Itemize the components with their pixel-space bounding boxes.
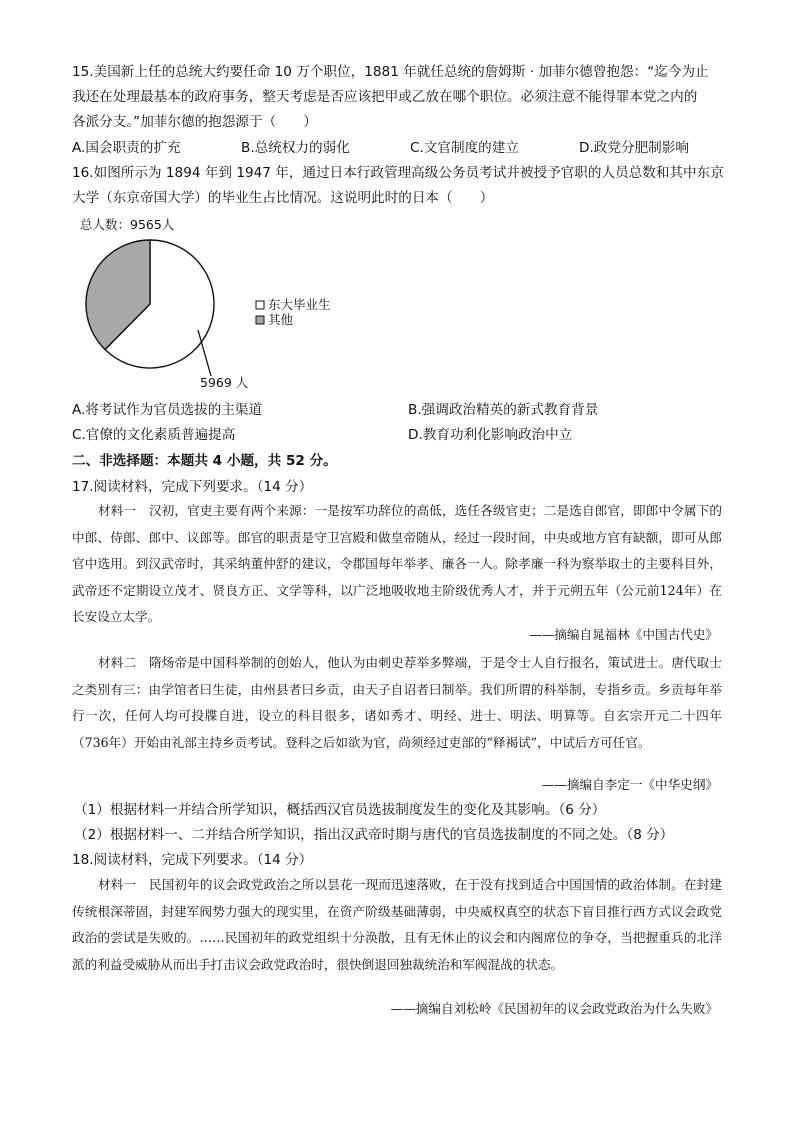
chart-title: 总人数：9565人: [80, 217, 175, 232]
q16-line-1: 16.如图所示为 1894 年到 1947 年，通过日本行政管理高级公务员考试并被授予官职的人员总数和其中东京: [72, 165, 724, 181]
q16-option-a: A.将考试作为官员选拔的主渠道: [72, 402, 263, 418]
q18-intro: 18.阅读材料，完成下列要求。（14 分）: [72, 852, 313, 868]
legend: [256, 297, 331, 327]
q17-source-2: ——摘编自李定一《中华史纲》: [541, 777, 718, 792]
pie-slices: [86, 240, 214, 368]
q15-line-1: 15.美国新上任的总统大约要任命 10 万个职位，1881 年就任总统的詹姆斯 · 加菲尔德曾抱怨：“迄今为止: [72, 64, 709, 80]
q16-option-d: D.教育功利化影响政治中立: [408, 427, 573, 443]
legend-swatch-other: [256, 316, 264, 324]
q17-question-2: （2）根据材料一、二并结合所学知识，指出汉武帝时期与唐代的官员选拔制度的不同之处。（8 分）: [74, 827, 674, 843]
legend-label-other: 其他: [268, 312, 294, 327]
q15-option-a: A.国会职责的扩充: [72, 140, 181, 156]
q16-line-2: 大学（东京帝国大学）的毕业生占比情况。这说明此时的日本（ ）: [72, 190, 494, 206]
pie-chart: [78, 214, 368, 394]
q16-option-c: C.官僚的文化素质普遍提高: [72, 427, 236, 443]
q15-option-d: D.政党分肥制影响: [579, 140, 689, 156]
q15-option-b: B.总统权力的弱化: [241, 140, 350, 156]
q15-option-c: C.文官制度的建立: [410, 140, 519, 156]
legend-swatch-dongda: [256, 301, 264, 309]
q17-source-1: ——摘编自晁福林《中国古代史》: [529, 627, 718, 642]
q17-intro: 17.阅读材料，完成下列要求。（14 分）: [72, 479, 313, 495]
q16-option-b: B.强调政治精英的新式教育背景: [408, 402, 599, 418]
q17-material-1: 材料一 汉初，官吏主要有两个来源：一是按军功辞位的高低，选任各级官吏；二是选自郎官，即郎中令属下的中郎、侍郎、郎中、议郎等。郎官的职责是守卫宫殿和做皇帝随从，经过一段时间，中央或地方官有缺额，即可从郎官中选用。到汉武帝时，其采纳董仲舒的建议，令郡国每年举孝、廉各一人。除孝廉一科为察举取士的主要科目外，武帝还不定期设立茂才、贤良方正、文学等科，以广泛地吸收地主阶级优秀人才，并于元朔五年（公元前124年）在长安设立太学。: [72, 503, 722, 624]
q17-question-1: （1）根据材料一并结合所学知识，概括西汉官员选拔制度发生的变化及其影响。（6 分）: [74, 802, 606, 818]
q15-line-2: 我还在处理最基本的政府事务，整天考虑是否应该把甲或乙放在哪个职位。必须注意不能得罪本党之内的: [72, 89, 698, 105]
q17-material-2: 材料二 隋炀帝是中国科举制的创始人，他认为由刺史荐举多弊端，于是令士人自行报名，策试进士。唐代取士之类别有三：由学馆者曰生徒，由州县者曰乡贡，由天子自诏者曰制举。我们所谓的科举制，专指乡贡。乡贡每年举行一次，任何人均可投牒自进，设立的科目很多，诸如秀才、明经、进士、明法、明算等。自玄宗开元二十四年（736年）开始由礼部主持乡贡考试。登科之后如欲为官，尚须经过吏部的“释褐试”，中试后方可任官。: [72, 655, 722, 750]
section-heading: 二、非选择题：本题共 4 小题，共 52 分。: [72, 453, 337, 469]
legend-label-dongda: 东大毕业生: [268, 297, 331, 312]
slice-annotation: 5969 人: [200, 375, 249, 390]
q15-line-3: 各派分支。”加菲尔德的抱怨源于（ ）: [72, 114, 317, 130]
q18-source-1: ——摘编自刘松岭《民国初年的议会政党政治为什么失败》: [390, 1001, 718, 1016]
q18-material-1: 材料一 民国初年的议会政党政治之所以昙花一现而迅速落败，在于没有找到适合中国国情的政治体制。在封建传统根深蒂固，封建军阀势力强大的现实里，在资产阶级基础薄弱，中央威权真空的状态下盲目推行西方式议会政党政治的尝试是失败的。……民国初年的政党组织十分涣散，且有无休止的议会和内阁席位的争夺，当把握重兵的北洋派的利益受威胁从而出手打击议会政党政治时，很快倒退回独裁统治和军阀混战的状态。: [72, 877, 722, 972]
